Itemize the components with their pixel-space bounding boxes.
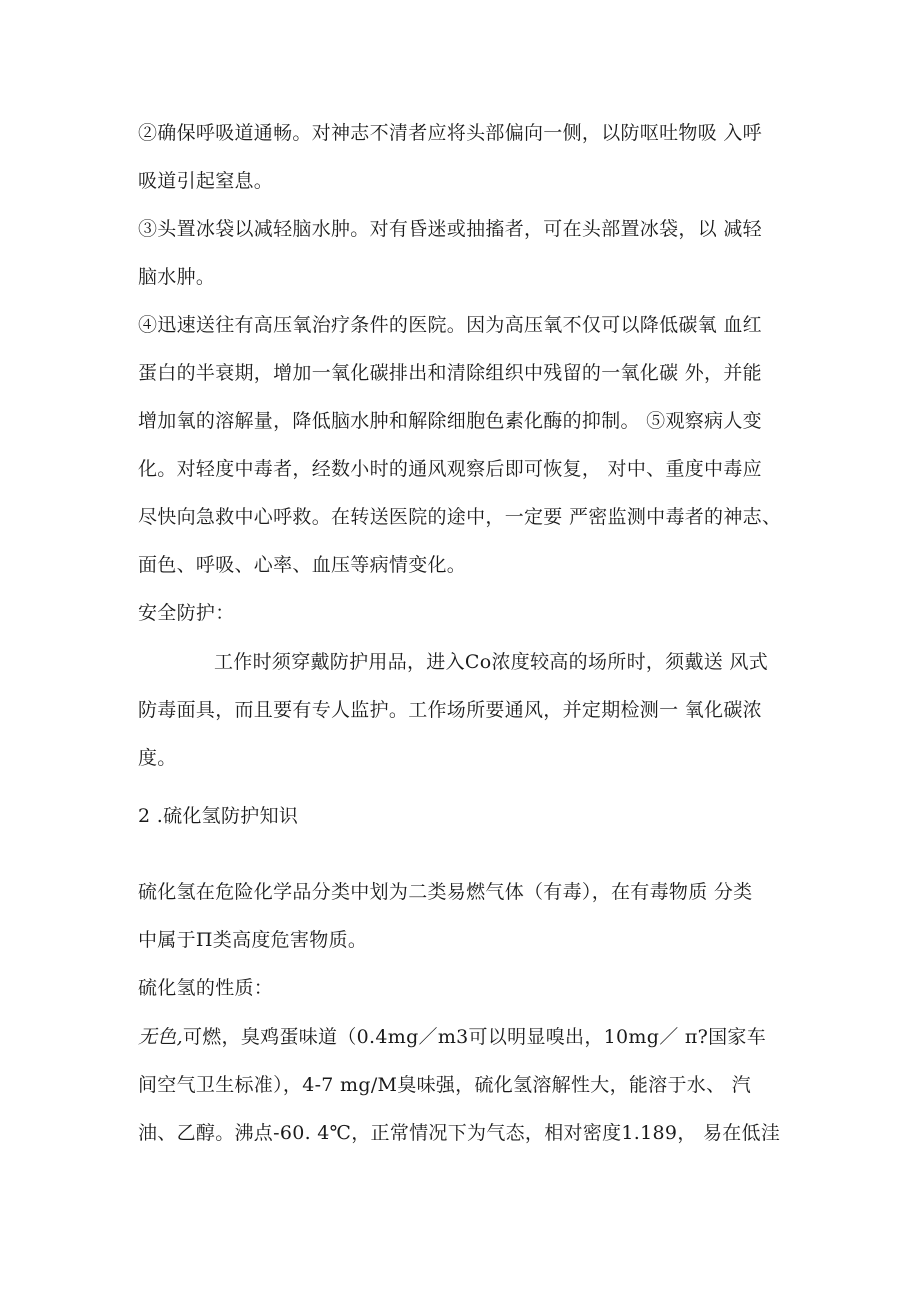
text-line: 油、乙醇。沸点-60. 4℃，正常情况下为气态，相对密度1.189， 易在低洼 bbox=[138, 1122, 781, 1144]
text-line: 化。对轻度中毒者，经数小时的通风观察后即可恢复， 对中、重度中毒应 bbox=[138, 458, 762, 480]
text-line: 尽快向急救中心呼救。在转送医院的途中，一定要 严密监测中毒者的神志、 bbox=[138, 506, 782, 528]
text-line: 吸道引起窒息。 bbox=[138, 170, 274, 192]
text-line: 增加氧的溶解量，降低脑水肿和解除细胞色素化酶的抑制。 ⑤观察病人变 bbox=[138, 410, 762, 432]
text-line bbox=[138, 1025, 798, 1049]
text-line: 工作时须穿戴防护用品，进入Co浓度较高的场所时，须戴送 风式 bbox=[214, 651, 769, 673]
text-span: 可燃，臭鸡蛋味道（0.4mg／m3可以明显嗅出，10mg／ π?国家车 bbox=[182, 1026, 767, 1048]
italic-text: 无色, bbox=[138, 1026, 183, 1048]
text-line: ④迅速送往有高压氧治疗条件的医院。因为高压氧不仅可以降低碳氧 血红 bbox=[138, 314, 762, 336]
text-line: 面色、呼吸、心率、血压等病情变化。 bbox=[138, 554, 467, 576]
text-line: 度。 bbox=[138, 747, 177, 769]
text-line: ②确保呼吸道通畅。对神志不清者应将头部偏向一侧，以防呕吐物吸 入呼 bbox=[138, 122, 762, 144]
section-heading: 硫化氢的性质： bbox=[138, 977, 274, 999]
text-line: 硫化氢在危险化学品分类中划为二类易燃气体（有毒），在有毒物质 分类 bbox=[138, 881, 753, 903]
section-heading: 2 .硫化氢防护知识 bbox=[138, 805, 299, 827]
text-line: ③头置冰袋以减轻脑水肿。对有昏迷或抽搐者，可在头部置冰袋，以 减轻 bbox=[138, 218, 762, 240]
section-heading: 安全防护： bbox=[138, 602, 235, 624]
text-line: 间空气卫生标准），4-7 mg/M臭味强，硫化氢溶解性大，能溶于水、 汽 bbox=[138, 1074, 752, 1096]
text-line: 防毒面具，而且要有专人监护。工作场所要通风，并定期检测一 氧化碳浓 bbox=[138, 699, 762, 721]
text-line: 脑水肿。 bbox=[138, 266, 216, 288]
text-line: 中属于Π类高度危害物质。 bbox=[138, 929, 368, 951]
text-line: 蛋白的半衰期，增加一氧化碳排出和清除组织中残留的一氧化碳 外，并能 bbox=[138, 362, 762, 384]
